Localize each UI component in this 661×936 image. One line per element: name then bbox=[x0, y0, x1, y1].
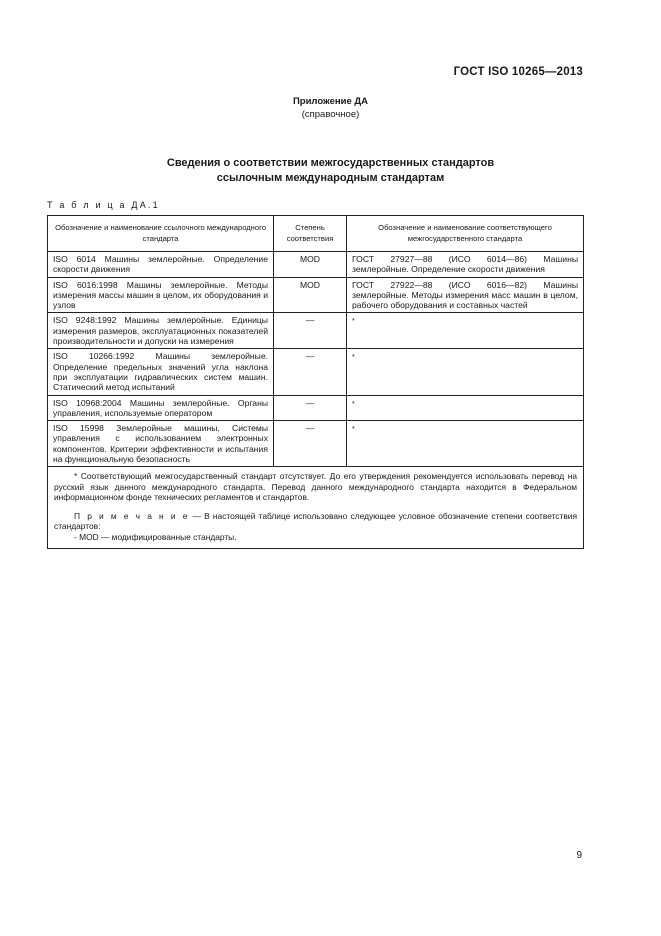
table-caption: Т а б л и ц а ДА.1 bbox=[47, 200, 160, 210]
cell-interstate-standard: ГОСТ 27927—88 (ИСО 6014—86) Машины землеройные. Определение скорости движения bbox=[347, 252, 584, 278]
table-row bbox=[48, 395, 584, 421]
cell-international-standard: ISO 6014 Машины землеройные. Определение скорости движения bbox=[48, 252, 274, 278]
cell-degree: — bbox=[274, 395, 347, 421]
cell-international-standard: ISO 10968:2004 Машины землеройные. Органы управления, используемые оператором bbox=[48, 395, 274, 421]
footnote-marker: * bbox=[352, 426, 355, 434]
table-row bbox=[48, 313, 584, 349]
table-header-row bbox=[48, 216, 584, 252]
page-number: 9 bbox=[576, 850, 582, 861]
table-footer-row bbox=[48, 467, 584, 549]
header-interstate-standard: Обозначение и наименование соответствующего межгосударственного стандарта bbox=[347, 216, 584, 252]
cell-interstate-standard bbox=[347, 313, 584, 349]
appendix-subtitle: (справочное) bbox=[301, 109, 360, 120]
footnote-marker: * bbox=[352, 354, 355, 362]
cell-international-standard: ISO 6016:1998 Машины землеройные. Методы измерения массы машин в целом, их оборудования и узлов bbox=[48, 277, 274, 313]
cell-degree: — bbox=[274, 421, 347, 467]
cell-international-standard: ISO 15998 Землеройные машины. Системы управления с использованием электронных компонентов. Критерии эффективности и испытания на функциональную безопасность bbox=[48, 421, 274, 467]
cell-international-standard: ISO 9248:1992 Машины землеройные. Единицы измерения размеров, эксплуатационных показателей производительности и допуски на измерения bbox=[48, 313, 274, 349]
table-note bbox=[54, 511, 577, 532]
cell-interstate-standard bbox=[347, 421, 584, 467]
table-row bbox=[48, 349, 584, 395]
table-footer bbox=[48, 467, 584, 549]
table-row bbox=[48, 252, 584, 278]
cell-degree: — bbox=[274, 313, 347, 349]
footnote-marker: * bbox=[352, 400, 355, 408]
appendix-heading bbox=[0, 95, 661, 121]
cell-degree: — bbox=[274, 349, 347, 395]
section-title-line-2: ссылочным международным стандартам bbox=[216, 172, 445, 184]
note-list-item: - MOD — модифицированные стандарты. bbox=[74, 531, 237, 542]
section-title-line-1: Сведения о соответствии межгосударственных стандартов bbox=[166, 157, 495, 169]
note-text: — В настоящей таблице использовано следующее условное обозначение степени соответствия стандартов: bbox=[54, 510, 577, 532]
table-footnote: * Соответствующий межгосударственный стандарт отсутствует. До его утверждения рекомендуется использовать перевод на русский язык данного международного стандарта. Перевод данного международного стандарта находится в Федеральном информационном фонде технических регламентов и стандартов. bbox=[54, 471, 577, 503]
section-title bbox=[0, 156, 661, 186]
header-degree-of-correspondence: Степень соответствия bbox=[274, 216, 347, 252]
cell-interstate-standard bbox=[347, 349, 584, 395]
cell-interstate-standard: ГОСТ 27922—88 (ИСО 6016—82) Машины землеройные. Методы измерения масс машин в целом, рабочего оборудования и составных частей bbox=[347, 277, 584, 313]
standards-correspondence-table bbox=[47, 215, 584, 549]
document-header-id: ГОСТ ISO 10265—2013 bbox=[453, 66, 583, 78]
cell-interstate-standard bbox=[347, 395, 584, 421]
footnote-marker: * bbox=[352, 318, 355, 326]
appendix-title: Приложение ДА bbox=[292, 96, 369, 107]
header-international-standard: Обозначение и наименование ссылочного международного стандарта bbox=[48, 216, 274, 252]
cell-international-standard: ISO 10266:1992 Машины землеройные. Определение предельных значений угла наклона при эксплуатации гидравлических систем машин. Статический метод испытаний bbox=[48, 349, 274, 395]
table-row bbox=[48, 421, 584, 467]
cell-degree: MOD bbox=[274, 277, 347, 313]
table-row bbox=[48, 277, 584, 313]
note-label: П р и м е ч а н и е bbox=[74, 510, 190, 521]
cell-degree: MOD bbox=[274, 252, 347, 278]
